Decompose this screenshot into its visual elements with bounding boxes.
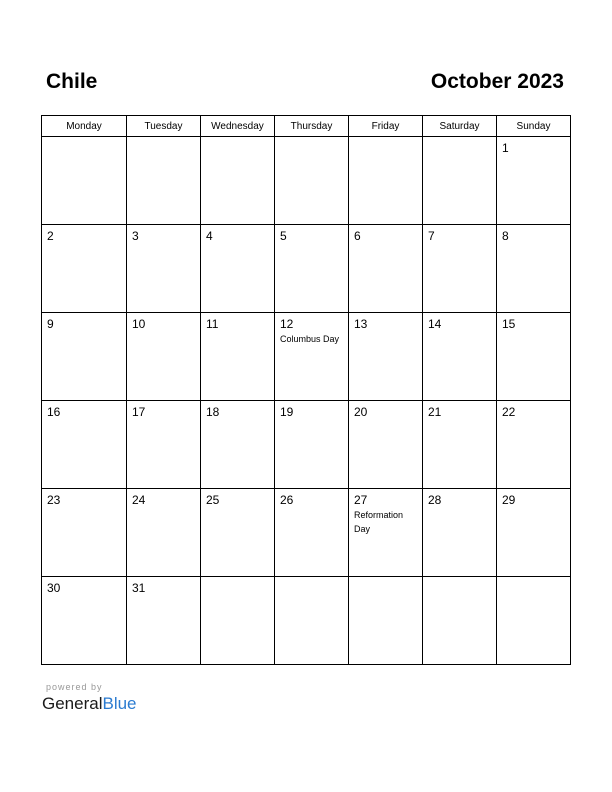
day-cell: [423, 489, 497, 577]
day-cell: [349, 225, 423, 313]
day-cell: [423, 137, 497, 225]
day-cell: [201, 577, 275, 665]
day-number: 25: [206, 493, 220, 507]
holiday-label: Reformation Day: [354, 510, 404, 534]
day-number: 8: [502, 229, 509, 243]
week-row: [42, 313, 571, 401]
calendar-grid: [41, 115, 571, 665]
brand-logo[interactable]: [42, 694, 137, 714]
day-number: 14: [428, 317, 442, 331]
day-cell: [201, 489, 275, 577]
day-number: 21: [428, 405, 442, 419]
day-cell: [349, 137, 423, 225]
week-row: [42, 401, 571, 489]
day-cell: [275, 401, 349, 489]
day-number: 9: [47, 317, 54, 331]
brand-general-text: General: [42, 694, 103, 713]
day-cell: [42, 489, 127, 577]
day-cell: [201, 313, 275, 401]
day-number: 13: [354, 317, 368, 331]
day-number: 15: [502, 317, 516, 331]
day-number: 31: [132, 581, 146, 595]
day-cell: [497, 225, 571, 313]
day-cell: [423, 225, 497, 313]
day-cell: [349, 577, 423, 665]
day-number: 24: [132, 493, 146, 507]
day-cell: [127, 489, 201, 577]
day-cell: [127, 137, 201, 225]
weekday-header-monday: Monday: [42, 116, 127, 137]
day-number: 1: [502, 141, 509, 155]
day-number: 26: [280, 493, 294, 507]
day-cell: [497, 577, 571, 665]
day-cell: [201, 401, 275, 489]
day-cell: [127, 401, 201, 489]
day-number: 3: [132, 229, 139, 243]
weekday-header-row: [42, 116, 571, 137]
day-cell: [423, 577, 497, 665]
day-cell: [497, 489, 571, 577]
brand-blue-text: Blue: [102, 694, 137, 713]
day-cell: [42, 137, 127, 225]
day-number: 6: [354, 229, 361, 243]
day-cell-holiday: [349, 489, 423, 577]
month-title: October 2023: [430, 70, 564, 93]
day-cell: [497, 137, 571, 225]
day-number: 12: [280, 317, 294, 331]
day-cell: [127, 577, 201, 665]
day-cell: [349, 313, 423, 401]
day-number: 2: [47, 229, 54, 243]
weekday-header-friday: Friday: [349, 116, 423, 137]
day-cell: [42, 313, 127, 401]
day-cell: [423, 401, 497, 489]
day-cell: [275, 577, 349, 665]
day-number: 7: [428, 229, 435, 243]
day-number: 30: [47, 581, 61, 595]
day-number: 20: [354, 405, 368, 419]
day-number: 27: [354, 493, 368, 507]
country-title: Chile: [46, 70, 98, 93]
weekday-header-wednesday: Wednesday: [201, 116, 275, 137]
day-cell: [127, 313, 201, 401]
day-number: 18: [206, 405, 220, 419]
week-row: [42, 225, 571, 313]
day-cell: [423, 313, 497, 401]
day-cell: [275, 489, 349, 577]
week-row: [42, 137, 571, 225]
day-cell: [349, 401, 423, 489]
day-cell: [201, 137, 275, 225]
day-number: 10: [132, 317, 146, 331]
day-number: 11: [206, 317, 219, 331]
day-cell: [42, 401, 127, 489]
day-number: 17: [132, 405, 146, 419]
holiday-label: Columbus Day: [280, 334, 340, 344]
day-number: 29: [502, 493, 516, 507]
week-row: [42, 577, 571, 665]
day-number: 16: [47, 405, 61, 419]
day-number: 19: [280, 405, 294, 419]
day-cell: [42, 577, 127, 665]
weekday-header-sunday: Sunday: [497, 116, 571, 137]
day-cell: [127, 225, 201, 313]
weekday-header-thursday: Thursday: [275, 116, 349, 137]
day-number: 22: [502, 405, 516, 419]
day-cell: [497, 401, 571, 489]
powered-by-text: powered by: [46, 682, 103, 692]
day-cell: [275, 225, 349, 313]
day-cell: [275, 137, 349, 225]
week-row: [42, 489, 571, 577]
day-cell: [201, 225, 275, 313]
day-number: 23: [47, 493, 61, 507]
day-number: 5: [280, 229, 287, 243]
weekday-header-tuesday: Tuesday: [127, 116, 201, 137]
day-number: 28: [428, 493, 442, 507]
weekday-header-saturday: Saturday: [423, 116, 497, 137]
day-cell-holiday: [275, 313, 349, 401]
day-cell: [497, 313, 571, 401]
day-number: 4: [206, 229, 213, 243]
day-cell: [42, 225, 127, 313]
